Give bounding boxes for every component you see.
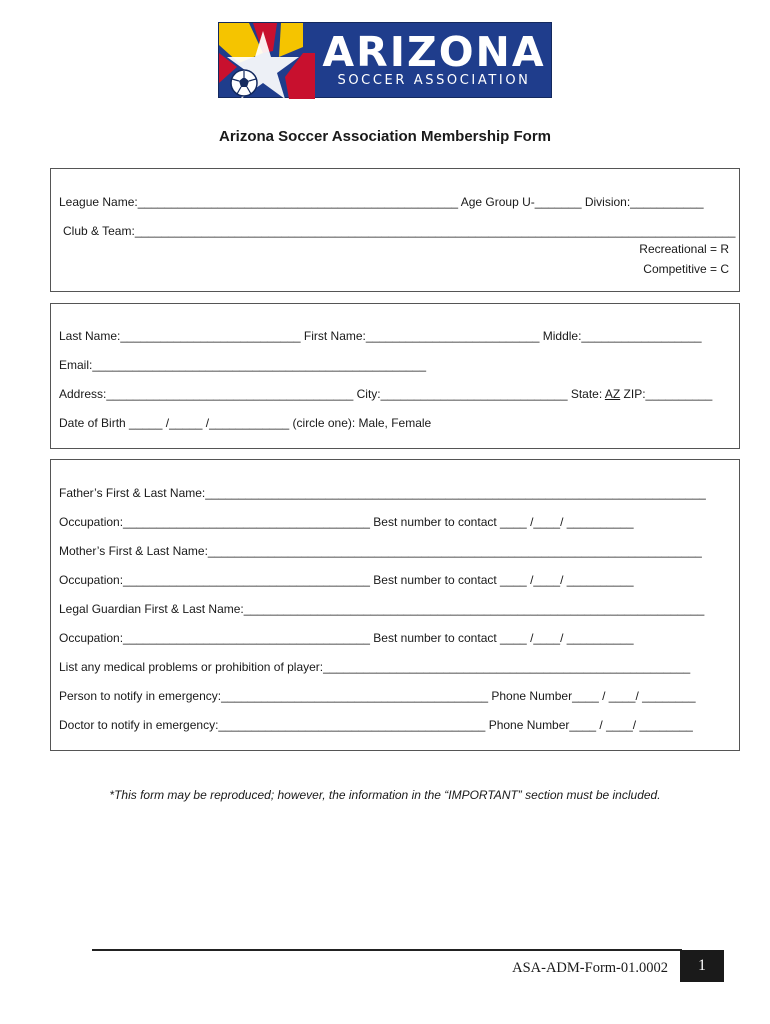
- father-name-line[interactable]: Father’s First & Last Name:___________________________________________________________________________: [59, 486, 706, 500]
- club-team-line[interactable]: Club & Team:__________________________________________________________________________________________: [63, 224, 736, 238]
- guardian-name-line[interactable]: Legal Guardian First & Last Name:_____________________________________________________________________: [59, 602, 705, 616]
- address-text: Address:_____________________________________ City:____________________________ State:: [59, 387, 605, 401]
- medical-problems-line[interactable]: List any medical problems or prohibition of player:_______________________________________________________: [59, 660, 691, 674]
- reproduction-note: *This form may be reproduced; however, the information in the “IMPORTANT” section must be included.: [109, 788, 661, 802]
- competitive-key: Competitive = C: [643, 262, 729, 276]
- state-value: AZ: [604, 387, 621, 401]
- zip-text: ZIP:__________: [620, 387, 713, 401]
- form-code: ASA-ADM-Form-01.0002: [512, 960, 668, 976]
- email-line[interactable]: Email:__________________________________________________: [59, 358, 427, 372]
- arizona-soccer-logo: [218, 22, 552, 98]
- footer-divider: [92, 949, 682, 951]
- address-line[interactable]: [59, 387, 712, 401]
- mother-occupation-line[interactable]: Occupation:_____________________________________ Best number to contact ____ /____/ __________: [59, 573, 634, 587]
- logo-subtitle: SOCCER ASSOCIATION: [337, 73, 531, 88]
- emergency-contact-line[interactable]: Person to notify in emergency:________________________________________ Phone Number____ / ____/ ________: [59, 689, 696, 703]
- logo-title: ARIZONA: [322, 28, 546, 76]
- page-number: 1: [680, 950, 724, 982]
- date-of-birth-line[interactable]: Date of Birth _____ /_____ /____________ (circle one): Male, Female: [59, 416, 432, 430]
- doctor-line[interactable]: Doctor to notify in emergency:________________________________________ Phone Number____ / ____/ ________: [59, 718, 693, 732]
- guardian-occupation-line[interactable]: Occupation:_____________________________________ Best number to contact ____ /____/ __________: [59, 631, 634, 645]
- league-section: [50, 168, 740, 292]
- logo-ray-yellow-right: [279, 23, 303, 57]
- parent-emergency-section: [50, 459, 740, 751]
- father-occupation-line[interactable]: Occupation:_____________________________________ Best number to contact ____ /____/ __________: [59, 515, 634, 529]
- player-name-line[interactable]: Last Name:___________________________ First Name:__________________________ Middle:__________________: [59, 329, 702, 343]
- form-title: Arizona Soccer Association Membership Form: [218, 128, 552, 145]
- league-name-line[interactable]: League Name:________________________________________________ Age Group U-_______ Division:___________: [59, 195, 704, 209]
- player-info-section: [50, 303, 740, 449]
- recreational-key: Recreational = R: [639, 242, 729, 256]
- mother-name-line[interactable]: Mother’s First & Last Name:__________________________________________________________________________: [59, 544, 702, 558]
